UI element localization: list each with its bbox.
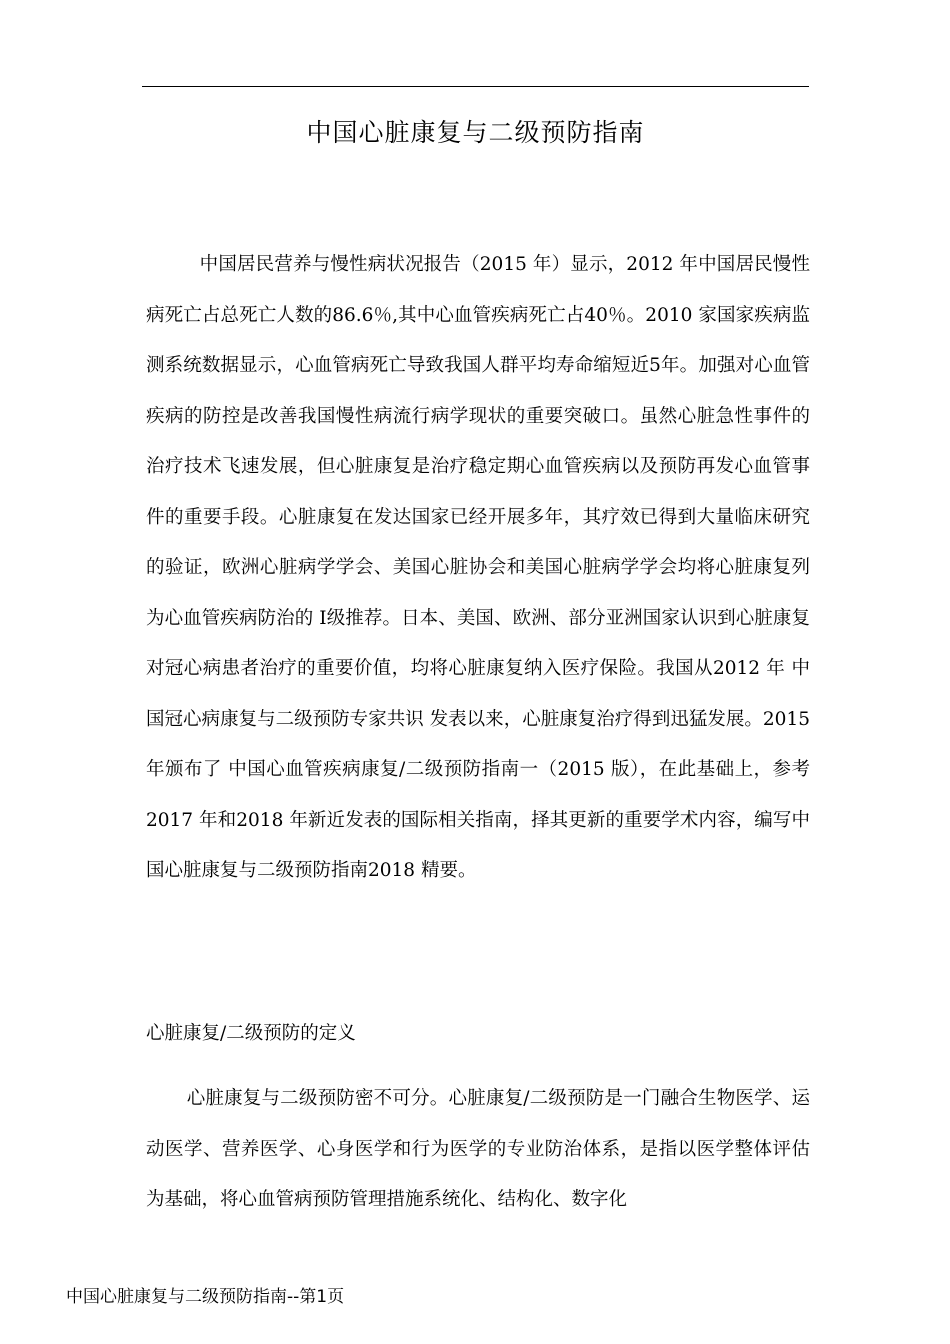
header-rule xyxy=(142,86,809,87)
body-paragraph: 中国居民营养与慢性病状况报告（2015 年）显示，2012 年中国居民慢性病死亡占总死亡人数的86.6％,其中心血管疾病死亡占40％。2010 家国家疾病监测系统数据显示，心血管病死亡导致我国人群平均寿命缩短近5年。加强对心血管疾病的防控是改善我国慢性病流行病学现状的重要突破口。虽然心脏急性事件的治疗技术飞速发展，但心脏康复是治疗稳定期心血管疾病以及预防再发心血管事件的重要手段。心脏康复在发达国家已经开展多年，其疗效已得到大量临床研究的验证，欧洲心脏病学学会、美国心脏协会和美国心脏病学学会均将心脏康复列为心血管疾病防治的 Ⅰ级推荐。日本、美国、欧洲、部分亚洲国家认识到心脏康复对冠心病患者治疗的重要价值，均将心脏康复纳入医疗保险。我国从2012 年 中国冠心病康复与二级预防专家共识 发表以来，心脏康复治疗得到迅猛发展。2015 年颁布了 中国心血管疾病康复/二级预防指南一（2015 版），在此基础上，参考2017 年和2018 年新近发表的国际相关指南，择其更新的重要学术内容，编写中国心脏康复与二级预防指南2018 精要。 xyxy=(146,254,810,881)
page-footer: 中国心脏康复与二级预防指南--第1页 xyxy=(66,1287,345,1307)
section-heading: 心脏康复/二级预防的定义 xyxy=(146,1023,356,1044)
document-title: 中国心脏康复与二级预防指南 xyxy=(306,118,645,147)
section-paragraph: 心脏康复与二级预防密不可分。心脏康复/二级预防是一门融合生物医学、运动医学、营养医学、心身医学和行为医学的专业防治体系，是指以医学整体评估为基础，将心血管病预防管理措施系统化、结构化、数字化 xyxy=(146,1088,810,1210)
